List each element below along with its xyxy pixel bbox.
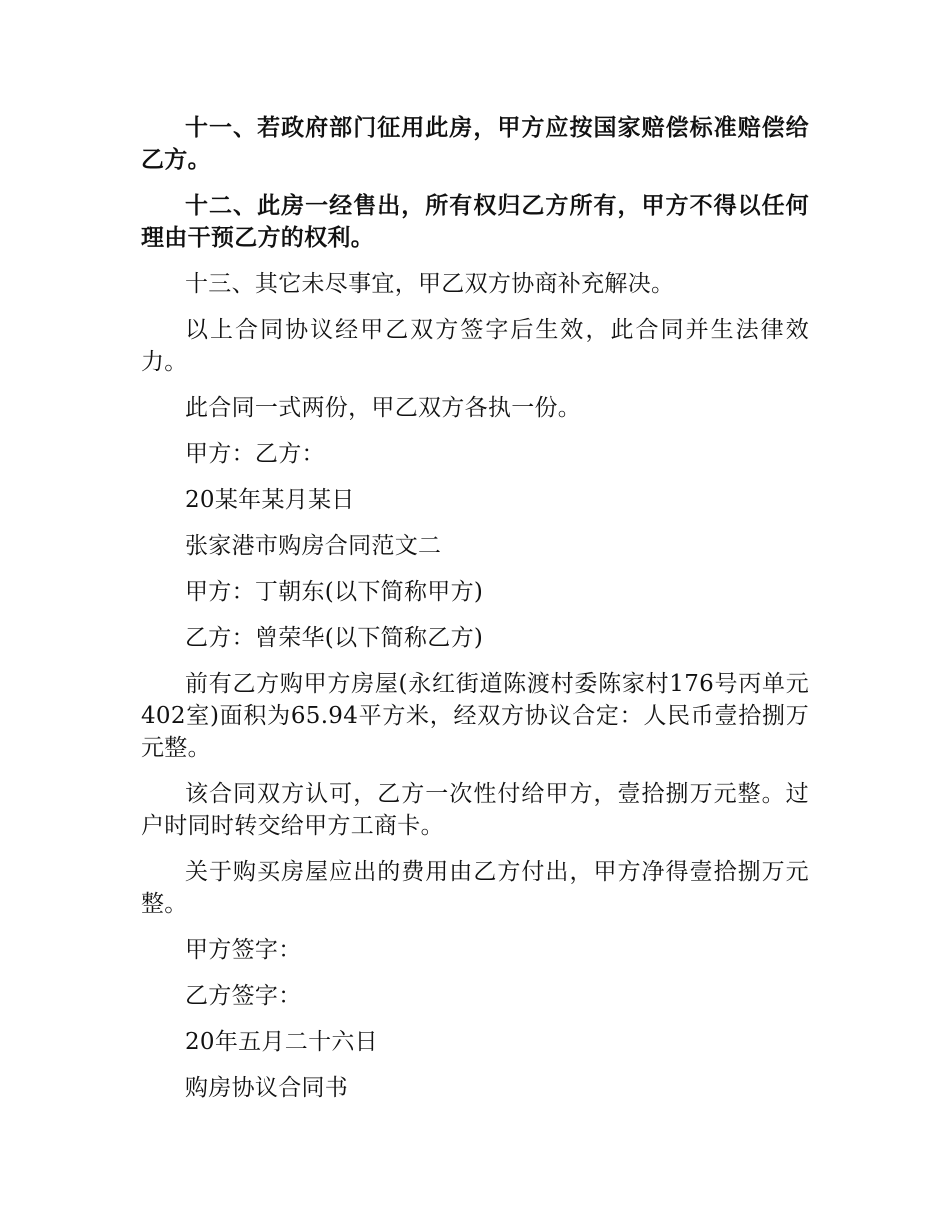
date-line: 20某年某月某日 <box>185 487 355 513</box>
clause-eleven: 十一、若政府部门征用此房，甲方应按国家赔偿标准赔偿给乙方。 <box>141 114 809 173</box>
clause-twelve: 十二、此房一经售出，所有权归乙方所有，甲方不得以任何理由干预乙方的权利。 <box>141 192 809 251</box>
clause-thirteen: 十三、其它未尽事宜，甲乙双方协商补充解决。 <box>185 271 675 297</box>
section-title: 张家港市购房合同范文二 <box>185 533 442 559</box>
party-a-line: 甲方：丁朝东(以下简称甲方) <box>185 579 484 605</box>
party-line: 甲方：乙方： <box>185 441 325 467</box>
document-body <box>141 112 809 1104</box>
party-b-line: 乙方：曾荣华(以下简称乙方) <box>185 625 484 651</box>
copies-paragraph: 此合同一式两份，甲乙双方各执一份。 <box>185 395 582 421</box>
fees-paragraph: 关于购买房屋应出的费用由乙方付出，甲方净得壹拾捌万元整。 <box>141 859 809 917</box>
effectiveness-paragraph: 以上合同协议经甲乙双方签字后生效，此合同并生法律效力。 <box>141 317 809 375</box>
party-b-signature: 乙方签字： <box>185 983 302 1009</box>
payment-paragraph: 该合同双方认可，乙方一次性付给甲方，壹拾捌万元整。过户时同时转交给甲方工商卡。 <box>141 781 809 839</box>
next-section-title: 购房协议合同书 <box>185 1075 349 1101</box>
party-a-signature: 甲方签字： <box>185 937 302 963</box>
property-paragraph: 前有乙方购甲方房屋(永红街道陈渡村委陈家村176号丙单元402室)面积为65.94平方米，经双方协议合定：人民币壹拾捌万元整。 <box>141 671 809 761</box>
signing-date: 20年五月二十六日 <box>185 1029 378 1055</box>
